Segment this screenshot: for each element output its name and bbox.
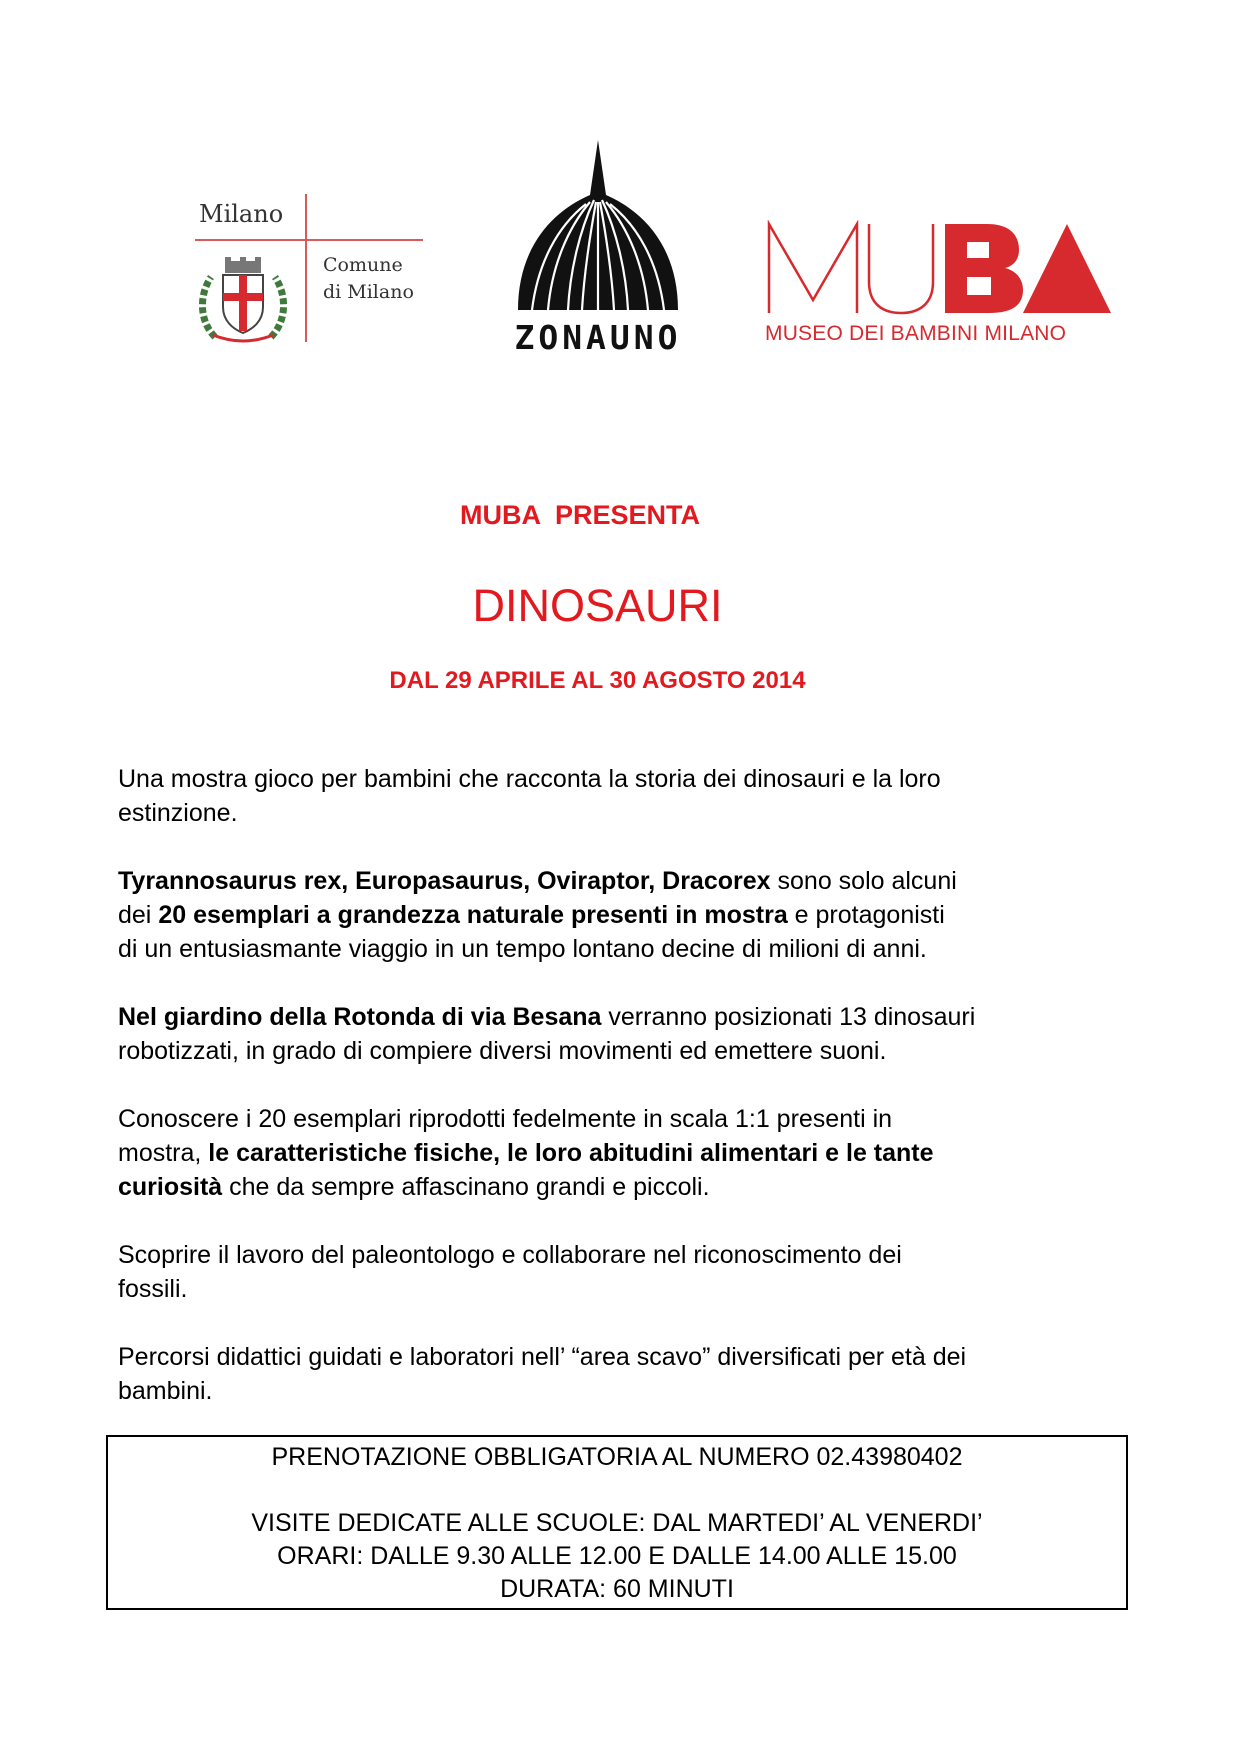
species-text-2: e protagonisti di un entusiasmante viaggio in un tempo lontano decine di milioni di anni.	[118, 901, 945, 963]
logo-bar	[0, 140, 1240, 360]
page-title: DINOSAURI	[472, 580, 723, 631]
garden-text: verranno posizionati 13 dinosauri robotizzati, in grado di compiere diversi movimenti ed emettere suoni.	[118, 1003, 976, 1065]
comune-line-1: Comune	[323, 254, 403, 276]
paragraph-intro: Una mostra gioco per bambini che racconta la storia dei dinosauri e la loro estinzione.	[118, 765, 941, 827]
comune-di-milano-logo	[195, 200, 425, 350]
species-count: 20 esemplari a grandezza naturale presenti in mostra	[158, 901, 788, 929]
species-text-1: sono solo alcuni dei	[118, 867, 957, 929]
booking-info-box	[106, 1435, 1128, 1610]
booking-line: PRENOTAZIONE OBBLIGATORIA AL NUMERO 02.43980402	[271, 1443, 963, 1471]
muba-mark-icon	[765, 220, 1115, 315]
paragraph-species	[118, 864, 1138, 966]
milano-comune-label	[323, 252, 414, 306]
zonauno-spire-icon	[510, 140, 686, 315]
muba-subtitle: MUSEO DEI BAMBINI MILANO	[765, 322, 1067, 345]
zonauno-wordmark: ZONAUNO	[514, 318, 682, 357]
zonauno-logo	[510, 140, 686, 360]
features-text-2: che da sempre affascinano grandi e piccoli.	[222, 1173, 710, 1201]
milano-divider-horizontal	[195, 239, 423, 241]
milano-crest-icon	[195, 255, 291, 345]
features-bold: le caratteristiche fisiche, le loro abitudini alimentari e le tante curiosità	[118, 1139, 934, 1201]
muba-logo	[765, 220, 1115, 350]
paragraph-features	[118, 1102, 1138, 1204]
garden-location: Nel giardino della Rotonda di via Besana	[118, 1003, 602, 1031]
hours-line: ORARI: DALLE 9.30 ALLE 12.00 E DALLE 14.00 ALLE 15.00	[277, 1542, 957, 1570]
schools-line: VISITE DEDICATE ALLE SCUOLE: DAL MARTEDI’ AL VENERDI’	[251, 1509, 983, 1537]
milano-title: Milano	[199, 200, 284, 228]
comune-line-2: di Milano	[323, 281, 414, 303]
species-names: Tyrannosaurus rex, Europasaurus, Oviraptor, Dracorex	[118, 867, 771, 895]
paragraph-paleontologist: Scoprire il lavoro del paleontologo e collaborare nel riconoscimento dei fossili.	[118, 1241, 902, 1303]
milano-divider-vertical	[305, 194, 307, 342]
paragraph-workshops: Percorsi didattici guidati e laboratori nell’ “area scavo” diversificati per età dei bambini.	[118, 1343, 967, 1405]
duration-line: DURATA: 60 MINUTI	[500, 1575, 734, 1603]
features-text-1: Conoscere i 20 esemplari riprodotti fedelmente in scala 1:1 presenti in mostra,	[118, 1105, 893, 1167]
exhibition-dates: DAL 29 APRILE AL 30 AGOSTO 2014	[389, 667, 806, 694]
paragraph-garden	[118, 1000, 1138, 1068]
body-text	[118, 762, 1138, 1442]
presenta-heading: MUBA PRESENTA	[459, 500, 700, 530]
